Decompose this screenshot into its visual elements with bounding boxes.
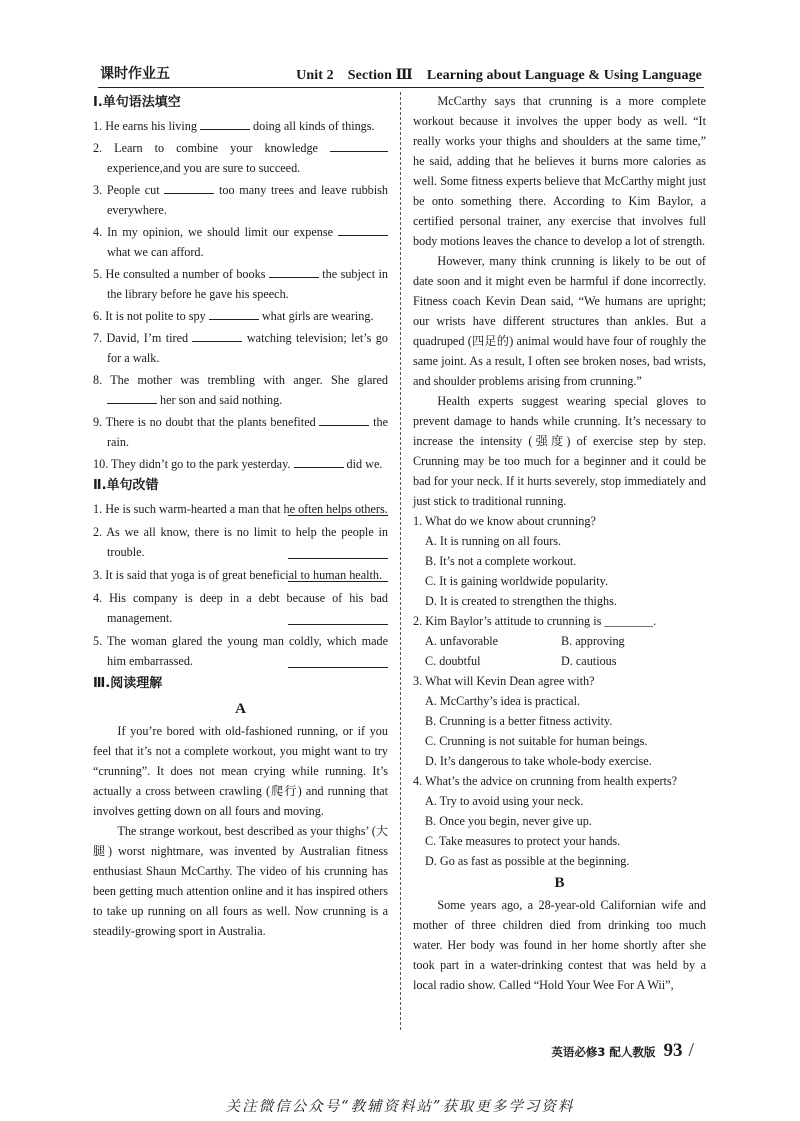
answer-blank[interactable]	[319, 414, 369, 426]
grammar-question: 2. Learn to combine your knowledge experience,and you are sure to succeed.	[93, 138, 388, 178]
passage-paragraph: The strange workout, best described as your thighs’ (大腿) worst nightmare, was invented by Australian fitness enthusiast Shaun McCarthy. The video of his crunning has been getting much attention online and it has inspired others to take up running on all fours as well. Now crunning is a steadily-growing sport in Australia.	[93, 824, 388, 938]
answer-blank[interactable]	[107, 392, 157, 404]
passage-a-letter: A	[235, 701, 246, 717]
answer-line[interactable]	[288, 667, 388, 668]
grammar-question: 6. It is not polite to spy what girls are wearing.	[93, 309, 374, 323]
answer-option[interactable]: A. McCarthy’s idea is practical.	[425, 694, 581, 708]
page-number: 93	[663, 1040, 683, 1061]
answer-line[interactable]	[288, 558, 388, 559]
answer-option[interactable]: D. cautious	[561, 654, 617, 668]
answer-option[interactable]: C. doubtful	[425, 654, 481, 668]
correction-question: 3. It is said that yoga is of great beneficial to human health.	[93, 565, 388, 585]
correction-question: 5. The woman glared the young man coldly, which made him embarrassed.	[93, 634, 388, 668]
answer-option[interactable]: D. It’s dangerous to take whole-body exercise.	[425, 754, 652, 768]
section-heading-grammar: Ⅰ.单句语法填空	[93, 95, 181, 110]
answer-blank[interactable]	[164, 182, 214, 194]
answer-line[interactable]	[288, 581, 388, 582]
option-row	[413, 651, 706, 671]
answer-blank[interactable]	[192, 330, 242, 342]
footer-slash: /	[688, 1039, 694, 1061]
column-divider	[400, 92, 401, 1030]
header-rule	[98, 87, 704, 88]
answer-blank[interactable]	[338, 224, 388, 236]
answer-option[interactable]: A. It is running on all fours.	[425, 534, 562, 548]
correction-question: 1. He is such warm-hearted a man that he often helps others.	[93, 502, 388, 516]
answer-option[interactable]: C. Crunning is not suitable for human beings.	[425, 734, 648, 748]
book-title: 英语必修3 配人教版	[551, 1045, 656, 1059]
section-heading-correction: Ⅱ.单句改错	[93, 478, 159, 493]
left-column	[93, 91, 388, 941]
grammar-question: 5. He consulted a number of books the subject in the library before he gave his speech.	[93, 267, 388, 301]
grammar-question: 8. The mother was trembling with anger. She glared her son and said nothing.	[93, 373, 388, 407]
right-column	[413, 91, 706, 995]
answer-option[interactable]: B. It’s not a complete workout.	[425, 554, 577, 568]
assignment-title: 课时作业五	[100, 66, 170, 82]
passage-b-letter: B	[554, 875, 565, 891]
answer-option[interactable]: A. unfavorable	[425, 634, 499, 648]
answer-option[interactable]: D. It is created to strengthen the thighs.	[425, 594, 617, 608]
answer-option[interactable]: D. Go as fast as possible at the beginning.	[425, 854, 630, 868]
passage-paragraph: Health experts suggest wearing special gloves to prevent damage to hands while crunning. It’s necessary to increase the intensity (强度) of exercise step by step. Crunning may be too much for a beginner and it could be bad for your neck. If it hurts severely, stop immediately and just stick to traditional running.	[413, 394, 706, 508]
unit-section-title: Unit 2 Section Ⅲ Learning about Language & Using Language	[296, 68, 702, 83]
passage-paragraph: If you’re bored with old-fashioned running, or if you feel that it’s not a complete workout, you might want to try “crunning”. It does not mean crying while running. It’s actually a cross between crawling (爬行) and running that involves getting down on all fours and moving.	[93, 724, 388, 818]
grammar-question: 9. There is no doubt that the plants benefited the rain.	[93, 415, 389, 449]
correction-question: 4. His company is deep in a debt because of his bad management.	[93, 591, 388, 625]
answer-blank[interactable]	[209, 308, 259, 320]
passage-paragraph: However, many think crunning is likely to be out of date soon and it might even be harmful if done incorrectly. Fitness coach Kevin Dean said, “We humans are upright; our wrists have different structures than ankles. But a quadruped (四足的) animal would have four of roughly the same joint. As a result, I often see broken noses, bad wrists, and shoulder problems arising from crunning.”	[413, 254, 706, 388]
question-stem: 1. What do we know about crunning?	[413, 514, 596, 528]
question-stem: 3. What will Kevin Dean agree with?	[413, 674, 595, 688]
answer-option[interactable]: B. Once you begin, never give up.	[425, 814, 592, 828]
page-footer	[551, 1039, 694, 1062]
answer-blank[interactable]	[330, 140, 388, 152]
grammar-question: 3. People cut too many trees and leave rubbish everywhere.	[93, 183, 388, 217]
answer-option[interactable]: C. It is gaining worldwide popularity.	[425, 574, 609, 588]
grammar-question: 7. David, I’m tired watching television; let’s go for a walk.	[93, 331, 388, 365]
answer-option[interactable]: B. Crunning is a better fitness activity.	[425, 714, 613, 728]
option-row	[413, 631, 706, 651]
question-stem: 4. What’s the advice on crunning from health experts?	[413, 774, 678, 788]
grammar-question: 10. They didn’t go to the park yesterday. did we.	[93, 457, 383, 471]
answer-option[interactable]: C. Take measures to protect your hands.	[425, 834, 621, 848]
grammar-question: 1. He earns his living doing all kinds of things.	[93, 119, 375, 133]
passage-paragraph: Some years ago, a 28-year-old Californian wife and mother of three children died from drinking too much water. Her body was found in her home shortly after she took part in a water-drinking contest that was held by a local radio show. Called “Hold Your Wee For A Wii”,	[413, 898, 706, 992]
correction-question: 2. As we all know, there is no limit to help the people in trouble.	[93, 525, 388, 559]
question-stem: 2. Kim Baylor’s attitude to crunning is ________.	[413, 614, 657, 628]
grammar-question: 4. In my opinion, we should limit our expense what we can afford.	[93, 222, 388, 262]
answer-blank[interactable]	[200, 118, 250, 130]
passage-paragraph: McCarthy says that crunning is a more complete workout because it involves the upper body as well. “It really works your thighs and shoulders at the same time,” he said, adding that he believes it burns more calories as well. Some fitness experts believe that McCarthy might just be onto something there. According to Kim Baylor, a certified personal trainer, any exercise that involves full body motions leaves the chance to develop a lot of strength.	[413, 94, 706, 248]
watermark-text: 关注微信公众号“教辅资料站”获取更多学习资料	[225, 1099, 575, 1115]
section-heading-reading: Ⅲ.阅读理解	[93, 676, 163, 691]
answer-blank[interactable]	[294, 456, 344, 468]
answer-option[interactable]: B. approving	[561, 634, 625, 648]
answer-line[interactable]	[288, 515, 388, 516]
answer-option[interactable]: A. Try to avoid using your neck.	[425, 794, 584, 808]
answer-line[interactable]	[288, 624, 388, 625]
answer-blank[interactable]	[269, 266, 319, 278]
